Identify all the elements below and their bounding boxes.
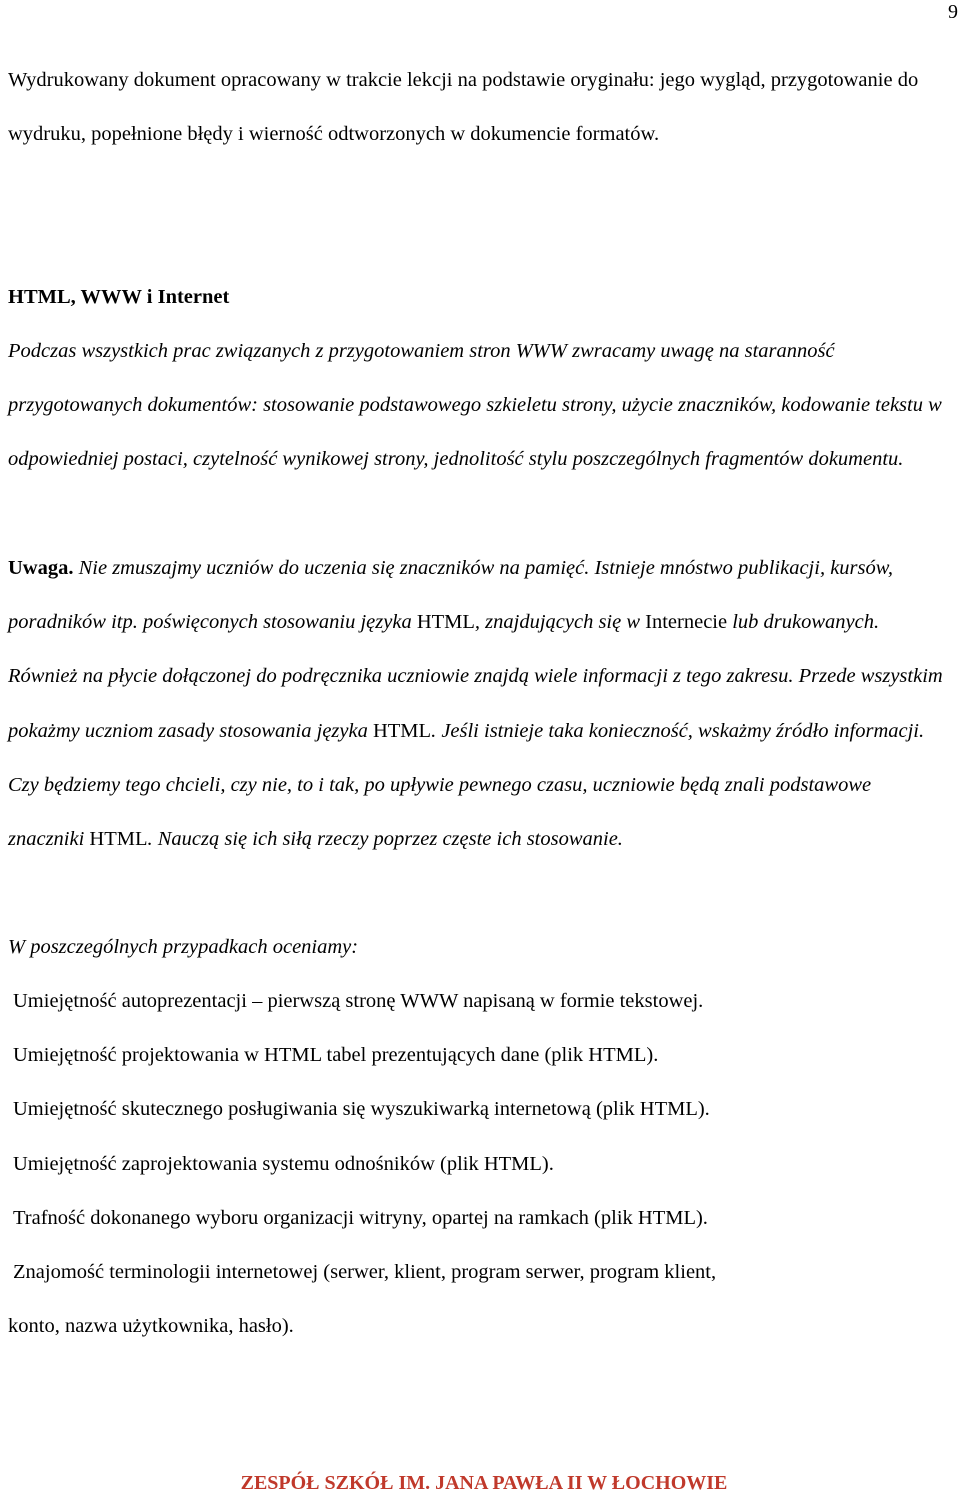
skill-item: Umiejętność zaprojektowania systemu odnośników (plik HTML). xyxy=(13,1152,554,1175)
skill-item: Umiejętność skutecznego posługiwania się wyszukiwarką internetową (plik HTML). xyxy=(13,1098,710,1121)
skill-item: Umiejętność autoprezentacji – pierwszą stronę WWW napisaną w formie tekstowej. xyxy=(13,990,704,1012)
note-text-1: Nie zmuszajmy uczniów do uczenia się znaczników na pamięć. Istnieje mnóstwo publikacji, kursów, poradników itp. poświęconych stosowaniu języka xyxy=(8,557,894,634)
note-html-3: HTML xyxy=(89,828,148,851)
intro-paragraph: Wydrukowany dokument opracowany w trakcie lekcji na podstawie oryginału: jego wygląd, przygotowanie do wydruku, popełnione błędy i wierność odtworzonych w dokumencie formatów. xyxy=(8,69,919,146)
note-text-2: , znajdujących się w xyxy=(474,611,646,634)
school-footer: ZESPÓŁ SZKÓŁ IM. JANA PAWŁA II W ŁOCHOWIE xyxy=(240,1472,728,1494)
page-number: 9 xyxy=(948,1,958,23)
note-label: Uwaga. xyxy=(8,557,74,579)
skill-item-terminology-line-2: konto, nazwa użytkownika, hasło). xyxy=(8,1315,294,1338)
note-html-1: HTML xyxy=(416,611,475,634)
skill-item: Trafność dokonanego wyboru organizacji witryny, opartej na ramkach (plik HTML). xyxy=(13,1206,708,1229)
note-text-4: . Jeśli istnieje taka konieczność, wskażmy źródło informacji. Czy będziemy tego chcieli, czy nie, to i tak, po upływie pewnego czasu, uczniowie będą znali podstawowe znaczniki xyxy=(8,719,925,851)
note-text-5: . Nauczą się ich siłą rzeczy poprzez częste ich stosowanie. xyxy=(147,828,623,851)
note-text-3: lub drukowanych. Również na płycie dołączonej do podręcznika uczniowie znajdą wiele informacji z tego zakresu. Przede wszystkim pokażmy uczniom zasady stosowania języka xyxy=(8,611,943,742)
skill-item-terminology xyxy=(8,1245,948,1353)
assessment-intro: W poszczególnych przypadkach oceniamy: xyxy=(8,936,359,958)
skill-item-terminology-line-1: Znajomość terminologii internetowej (serwer, klient, program serwer, program klient, xyxy=(13,1261,717,1284)
note-html-2: HTML xyxy=(372,719,432,742)
section-heading: HTML, WWW i Internet xyxy=(8,286,230,308)
note-paragraph xyxy=(8,541,948,866)
section-paragraph: Podczas wszystkich prac związanych z przygotowaniem stron WWW zwracamy uwagę na staranność przygotowanych dokumentów: stosowanie podstawowego szkieletu strony, użycie znaczników, kodowanie tekstu w odpowiedniej postaci, czytelność wynikowej strony, jednolitość stylu poszczególnych fragmentów dokumentu. xyxy=(8,340,942,471)
skills-list xyxy=(8,974,948,1353)
note-internet: Internecie xyxy=(645,611,728,634)
skill-item: Umiejętność projektowania w HTML tabel prezentujących dane (plik HTML). xyxy=(13,1044,659,1067)
